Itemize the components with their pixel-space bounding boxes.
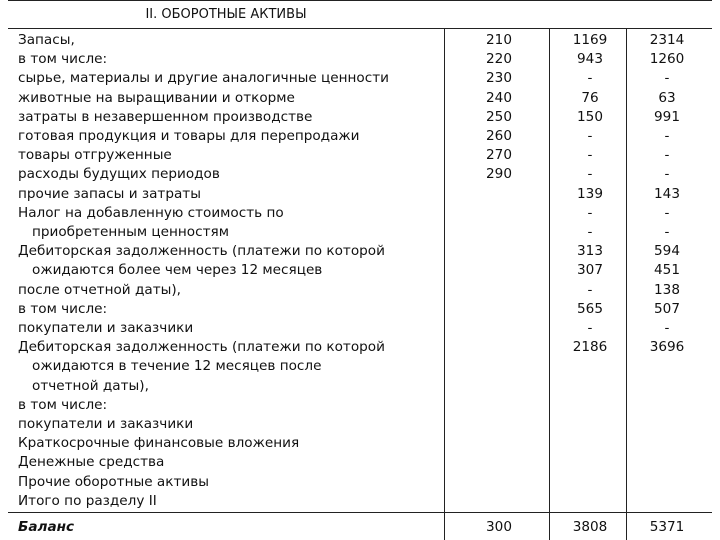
row-label: приобретенным ценностям	[32, 224, 229, 240]
value-cell: 507	[654, 300, 680, 317]
row-label: Запасы,	[18, 32, 75, 48]
value-cell: 63	[658, 89, 676, 106]
row-label: в том числе:	[18, 396, 108, 413]
row-label: Итого по разделу II	[18, 492, 157, 509]
balance-value-1: 3808	[572, 519, 608, 535]
row-label: животные на выращивании и откорме	[18, 89, 295, 106]
row-label: в том числе:	[18, 51, 108, 68]
balance-code: 300	[486, 519, 512, 535]
value-cell: -	[664, 224, 670, 240]
value-cell: -	[587, 166, 593, 183]
row-label: после отчетной даты),	[18, 281, 181, 298]
value-cell: -	[664, 204, 670, 221]
row-label: затраты в незавершенном производстве	[18, 108, 313, 125]
value-cell: 150	[577, 108, 603, 125]
balance-label: Баланс	[18, 519, 75, 535]
row-label: прочие запасы и затраты	[18, 185, 201, 202]
balance-sheet-table	[8, 0, 712, 540]
balance-value-2: 5371	[649, 519, 685, 535]
line-code: 270	[486, 147, 512, 164]
value-cell: -	[587, 128, 593, 144]
value-cell: 1169	[572, 32, 608, 48]
row-label: готовая продукция и товары для перепродажи	[18, 128, 360, 144]
value-cell: -	[664, 128, 670, 144]
value-cell: 139	[577, 185, 603, 202]
value-cell: 594	[654, 243, 680, 260]
line-code: 210	[486, 32, 512, 48]
row-label: сырье, материалы и другие аналогичные ценности	[18, 70, 389, 87]
value-cell: 2314	[649, 32, 685, 48]
value-cell: 3696	[649, 339, 685, 356]
value-cell: 307	[577, 262, 603, 279]
line-code: 240	[486, 89, 512, 106]
value-cell: 313	[577, 243, 603, 260]
line-code: 260	[486, 128, 512, 144]
row-label: ожидаются в течение 12 месяцев после	[32, 358, 322, 375]
row-label: расходы будущих периодов	[18, 166, 220, 183]
row-label: товары отгруженные	[18, 147, 172, 164]
row-label: покупатели и заказчики	[18, 320, 194, 336]
value-cell: -	[664, 147, 670, 164]
value-cell: 138	[654, 281, 680, 298]
line-code: 230	[486, 70, 512, 87]
value-cell: -	[664, 70, 670, 87]
row-label: Денежные средства	[18, 454, 165, 471]
header-divider	[8, 28, 712, 29]
balance-divider	[8, 512, 712, 513]
top-border	[8, 0, 712, 1]
row-label: Прочие оборотные активы	[18, 473, 209, 490]
row-label: Краткосрочные финансовые вложения	[18, 435, 300, 452]
line-code: 250	[486, 108, 512, 125]
value-cell: 451	[654, 262, 680, 279]
value-cell: -	[587, 281, 593, 298]
row-label: ожидаются более чем через 12 месяцев	[32, 262, 323, 279]
value-cell: 76	[581, 89, 599, 106]
line-code: 220	[486, 51, 512, 68]
value-cell: -	[664, 166, 670, 183]
value-cell: 943	[577, 51, 603, 68]
value-cell: -	[587, 147, 593, 164]
row-label: Дебиторская задолженность (платежи по которой	[18, 243, 385, 260]
value-cell: -	[664, 320, 670, 336]
value-cell: 565	[577, 300, 603, 317]
value-cell: -	[587, 204, 593, 221]
value-cell: 991	[654, 108, 680, 125]
value-cell: -	[587, 320, 593, 336]
value-cell: 2186	[572, 339, 608, 356]
row-label: Дебиторская задолженность (платежи по которой	[18, 339, 385, 356]
line-code: 290	[486, 166, 512, 183]
section-title: II. ОБОРОТНЫЕ АКТИВЫ	[145, 7, 307, 22]
row-label: Налог на добавленную стоимость по	[18, 204, 284, 221]
row-label: покупатели и заказчики	[18, 416, 194, 432]
value-cell: 1260	[649, 51, 685, 68]
row-label: в том числе:	[18, 300, 108, 317]
value-cell: -	[587, 224, 593, 240]
value-cell: 143	[654, 185, 680, 202]
row-label: отчетной даты),	[32, 377, 149, 394]
value-cell: -	[587, 70, 593, 87]
